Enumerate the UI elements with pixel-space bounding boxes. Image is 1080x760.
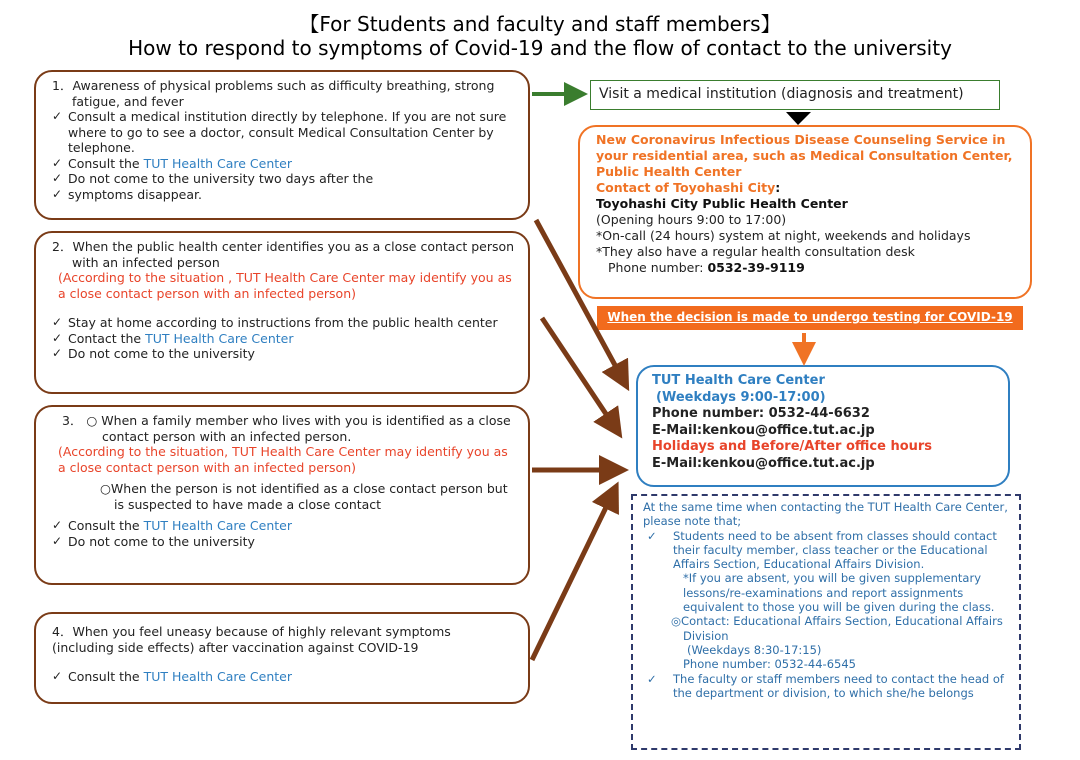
- check-icon: ✓: [647, 528, 657, 543]
- oncall-note: *On-call (24 hours) system at night, weekends and holidays: [596, 228, 971, 243]
- notes-staff: ✓ The faculty or staff members need to contact the head of the department or division, to which she/he belongs: [647, 671, 1004, 700]
- arrow-box1-to-tut: [536, 220, 622, 378]
- tut-holidays: Holidays and Before/After office hours: [652, 439, 933, 454]
- step-1-item-2: ✓ Consult the TUT Health Care Center: [52, 156, 516, 172]
- health-care-center-link: TUT Health Care Center: [143, 518, 292, 533]
- check-icon: ✓: [647, 671, 657, 686]
- counsel-phone: Phone number: 0532-39-9119: [608, 260, 805, 275]
- counseling-service-title: New Coronavirus Infectious Disease Counseling Service in your residential area, such as Medical Consultation Center, Public Health Center: [596, 132, 1013, 179]
- step-3-item-1: ✓ Consult the TUT Health Care Center: [52, 518, 516, 534]
- public-health-center-name: Toyohashi City Public Health Center: [596, 196, 848, 211]
- step-1-heading: 1．Awareness of physical problems such as difficulty breathing, strong fatigue, and fever: [52, 78, 495, 109]
- arrow-box2-to-tut: [542, 318, 614, 426]
- tut-email-holidays: E-Mail:kenkou@office.tut.ac.jp: [652, 455, 875, 471]
- consultation-desk-note: *They also have a regular health consultation desk: [596, 244, 915, 259]
- step-3-sub: ○When the person is not identified as a close contact person but is suspected to have made a close contact: [100, 481, 508, 512]
- step-2-heading: 2．When the public health center identifies you as a close contact person with an infected person: [52, 239, 515, 270]
- step-3-red-note: (According to the situation, TUT Health Care Center may identify you as a close contact person with an infected person): [58, 444, 508, 475]
- notes-phone: Phone number: 0532-44-6545: [683, 657, 856, 672]
- notes-contact: ◎Contact: Educational Affairs Section, Educational Affairs Division: [671, 614, 1003, 643]
- step-1-item-1: ✓ Consult a medical institution directly by telephone. If you are not sure where to go to see a doctor, consult Medical Consultation Center by telephone.: [52, 109, 516, 156]
- step-4-item-1: ✓ Consult the TUT Health Care Center: [52, 669, 516, 685]
- step-1-item-3: ✓ Do not come to the university two days after the: [52, 171, 516, 187]
- step-1-item-4: ✓ symptoms disappear.: [52, 187, 516, 203]
- arrow-box4-to-tut: [532, 495, 612, 660]
- health-care-center-link: TUT Health Care Center: [143, 669, 292, 684]
- step-2-item-2: ✓ Contact the TUT Health Care Center: [52, 331, 516, 347]
- notes-absent: *If you are absent, you will be given supplementary lessons/re-examinations and report assignments equivalent to those you will be given during the class.: [683, 571, 995, 615]
- title-line-1: 【For Students and faculty and staff members】: [299, 12, 781, 36]
- step-2-red-note: (According to the situation , TUT Health Care Center may identify you as a close contact person with an infected person): [58, 270, 512, 301]
- notes-students: ✓ Students need to be absent from classes should contact their faculty member, class teacher or the Educational Affairs Section, Educational Affairs Division.: [647, 528, 997, 572]
- step-3-heading: 3． ○ When a family member who lives with you is identified as a close contact person with an infected person.: [62, 413, 511, 444]
- tut-email: E-Mail:kenkou@office.tut.ac.jp: [652, 422, 875, 438]
- contact-of-city: Contact of Toyohashi City:: [596, 180, 781, 195]
- notes-intro: At the same time when contacting the TUT Health Care Center, please note that;: [643, 500, 1008, 529]
- tut-name: TUT Health Care Center: [652, 373, 825, 388]
- notes-hours: (Weekdays 8:30-17:15): [687, 642, 822, 657]
- visit-medical-institution-box: Visit a medical institution (diagnosis and treatment): [590, 80, 1000, 110]
- step-4-heading: 4．When you feel uneasy because of highly relevant symptoms (including side effects) after vaccination against COVID-19: [52, 624, 451, 655]
- health-care-center-link: TUT Health Care Center: [145, 330, 294, 346]
- step-2-item-1: ✓ Stay at home according to instructions from the public health center: [52, 315, 516, 331]
- testing-decision-banner: When the decision is made to undergo testing for COVID-19: [597, 306, 1023, 330]
- health-care-center-link: TUT Health Care Center: [143, 155, 292, 171]
- tut-hours: (Weekdays 9:00-17:00): [656, 389, 826, 405]
- tut-phone: Phone number: 0532-44-6632: [652, 406, 870, 421]
- opening-hours: (Opening hours 9:00 to 17:00): [596, 212, 787, 227]
- step-2-item-3: ✓ Do not come to the university: [52, 346, 516, 362]
- arrow-visit-to-counsel: [786, 112, 811, 125]
- title-line-2: How to respond to symptoms of Covid-19 and the flow of contact to the university: [128, 36, 952, 60]
- step-3-item-2: ✓ Do not come to the university: [52, 534, 516, 550]
